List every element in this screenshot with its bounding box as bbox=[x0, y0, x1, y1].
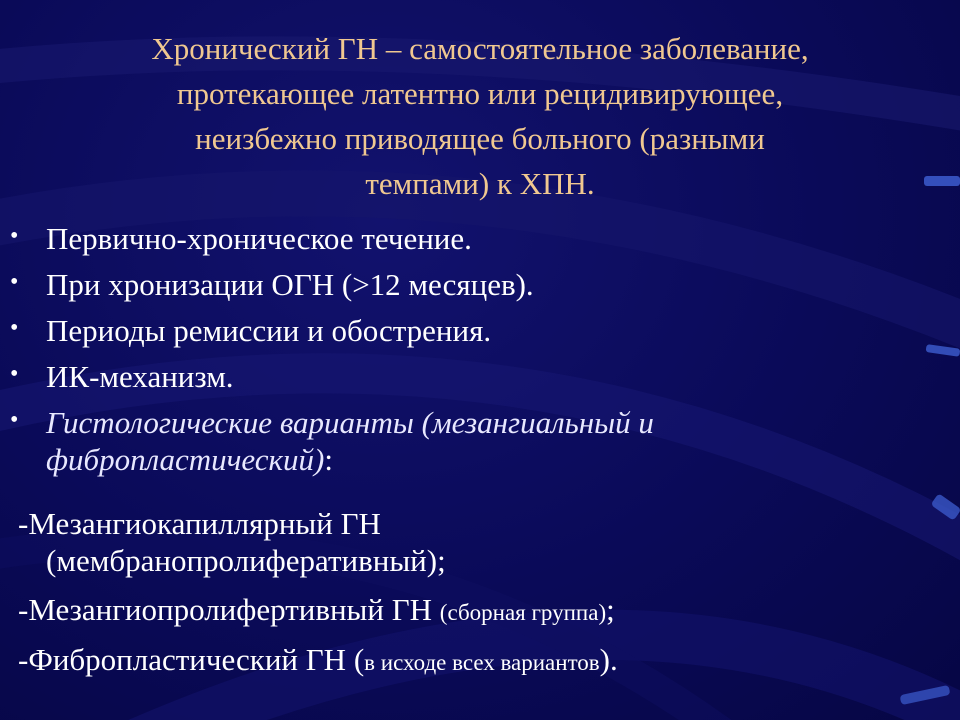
histology-heading-line1: Гистологические варианты (мезангиальный и bbox=[46, 405, 654, 440]
bullet-text: Первично-хроническое течение. bbox=[46, 221, 472, 256]
histology-heading-colon: : bbox=[324, 442, 333, 477]
list-item bbox=[0, 312, 900, 349]
sub-item-tail: ). bbox=[599, 642, 618, 677]
sub-item-mesangioproliferative bbox=[18, 591, 615, 631]
histology-heading-line2: фибропластический) bbox=[46, 442, 325, 477]
list-item bbox=[0, 404, 900, 478]
slide-title bbox=[60, 26, 900, 206]
sub-item-note: (сборная группа) bbox=[439, 600, 607, 625]
edge-stripes bbox=[900, 176, 960, 705]
bullet-text: При хронизации ОГН (>12 месяцев). bbox=[46, 267, 534, 302]
bullet-icon: • bbox=[10, 361, 19, 387]
bullet-icon: • bbox=[10, 407, 19, 433]
list-item bbox=[0, 358, 900, 395]
title-line: Хронический ГН – самостоятельное заболевание, bbox=[151, 31, 809, 66]
list-item bbox=[0, 266, 900, 303]
sub-item-tail: ; bbox=[606, 592, 615, 627]
sub-item-line2: (мембранопролиферативный); bbox=[46, 543, 446, 578]
bullet-text: Периоды ремиссии и обострения. bbox=[46, 313, 492, 348]
title-line: неизбежно приводящее больного (разными bbox=[195, 121, 765, 156]
sub-item-main: -Мезангиопролифертивный ГН bbox=[18, 592, 440, 627]
title-line: протекающее латентно или рецидивирующее, bbox=[176, 76, 784, 111]
sub-item-line1: -Мезангиокапиллярный ГН bbox=[18, 506, 381, 541]
sub-item-note: в исходе всех вариантов bbox=[364, 650, 600, 675]
bullet-icon: • bbox=[10, 269, 19, 295]
list-item bbox=[0, 220, 900, 257]
bullet-icon: • bbox=[10, 223, 19, 249]
title-line: темпами) к ХПН. bbox=[365, 166, 595, 201]
bullet-list bbox=[0, 220, 900, 487]
sub-item-fibroplastic bbox=[18, 641, 618, 681]
bullet-text: ИК-механизм. bbox=[46, 359, 234, 394]
bullet-icon: • bbox=[10, 315, 19, 341]
sub-item-main: -Фибропластический ГН ( bbox=[18, 642, 365, 677]
sub-item-mesangiocapillary bbox=[18, 505, 446, 579]
